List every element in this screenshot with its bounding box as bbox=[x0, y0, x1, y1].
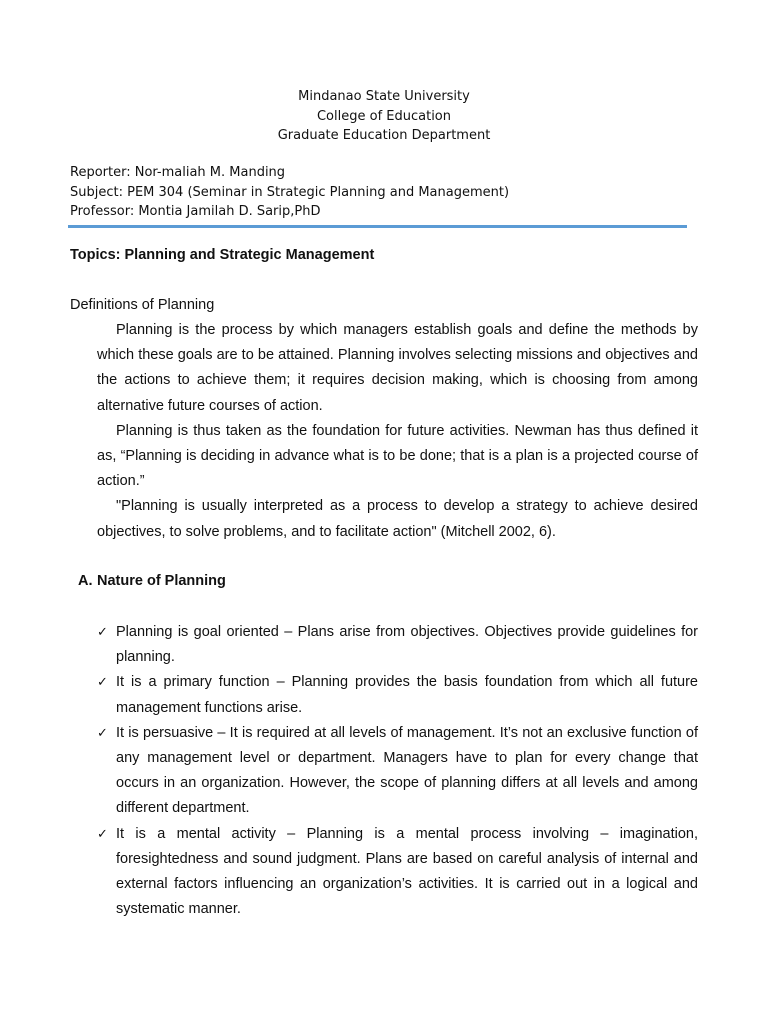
definition-paragraph: Planning is the process by which managers establish goals and define the methods by which these goals are to be attained. Planning involves selecting missions and objectives and the actions to achieve them; it requires decision making, which is choosing from among alternative future courses of action. bbox=[97, 322, 698, 414]
subject-line: Subject: PEM 304 (Seminar in Strategic Planning and Management) bbox=[70, 184, 510, 200]
list-item bbox=[97, 620, 698, 670]
list-item-text: It is a primary function – Planning provides the basis foundation from which all future management functions arise. bbox=[116, 674, 698, 716]
section-a-letter: A. bbox=[78, 573, 93, 589]
checkmark-icon: ✓ bbox=[97, 675, 108, 691]
university-name: Mindanao State University bbox=[298, 89, 470, 104]
checkmark-icon: ✓ bbox=[97, 625, 108, 640]
checkmark-icon: ✓ bbox=[97, 826, 108, 842]
section-a-title: Nature of Planning bbox=[97, 573, 226, 589]
institution-header bbox=[0, 87, 768, 146]
definitions-title: Definitions of Planning bbox=[70, 297, 215, 313]
checkmark-icon: ✓ bbox=[97, 725, 108, 741]
list-item bbox=[97, 670, 698, 720]
list-item-text: It is persuasive – It is required at all levels of management. It’s not an exclusive function of any management level or department. Managers have to plan for every change that occurs in an organization. However, the scope of planning differs at all levels and among different department. bbox=[116, 724, 698, 817]
topics-heading: Topics: Planning and Strategic Management bbox=[70, 247, 375, 263]
section-a-heading bbox=[78, 573, 226, 589]
list-item bbox=[97, 822, 698, 923]
definition-paragraph: Planning is thus taken as the foundation for future activities. Newman has thus defined it as, “Planning is deciding in advance what is to be done; that is a plan is a projected course of action.” bbox=[97, 422, 698, 490]
report-meta bbox=[70, 163, 509, 222]
header-divider bbox=[68, 225, 687, 228]
list-item-text: Planning is goal oriented – Plans arise from objectives. Objectives provide guidelines for planning. bbox=[116, 624, 698, 666]
definition-paragraph: "Planning is usually interpreted as a process to develop a strategy to achieve desired objectives, to solve problems, and to facilitate action" (Mitchell 2002, 6). bbox=[97, 498, 698, 540]
list-item-text: It is a mental activity – Planning is a mental process involving – imagination, foresightedness and sound judgment. Plans are based on careful analysis of internal and external factors influencing an organization’s activities. It is carried out in a logical and systematic manner. bbox=[116, 825, 698, 918]
definitions-body bbox=[97, 318, 698, 545]
reporter-line: Reporter: Nor-maliah M. Manding bbox=[70, 165, 286, 180]
college-name: College of Education bbox=[316, 108, 452, 124]
list-item bbox=[97, 721, 698, 822]
professor-line: Professor: Montia Jamilah D. Sarip,PhD bbox=[70, 204, 321, 219]
department-name: Graduate Education Department bbox=[277, 128, 491, 143]
nature-of-planning-list bbox=[97, 620, 698, 922]
